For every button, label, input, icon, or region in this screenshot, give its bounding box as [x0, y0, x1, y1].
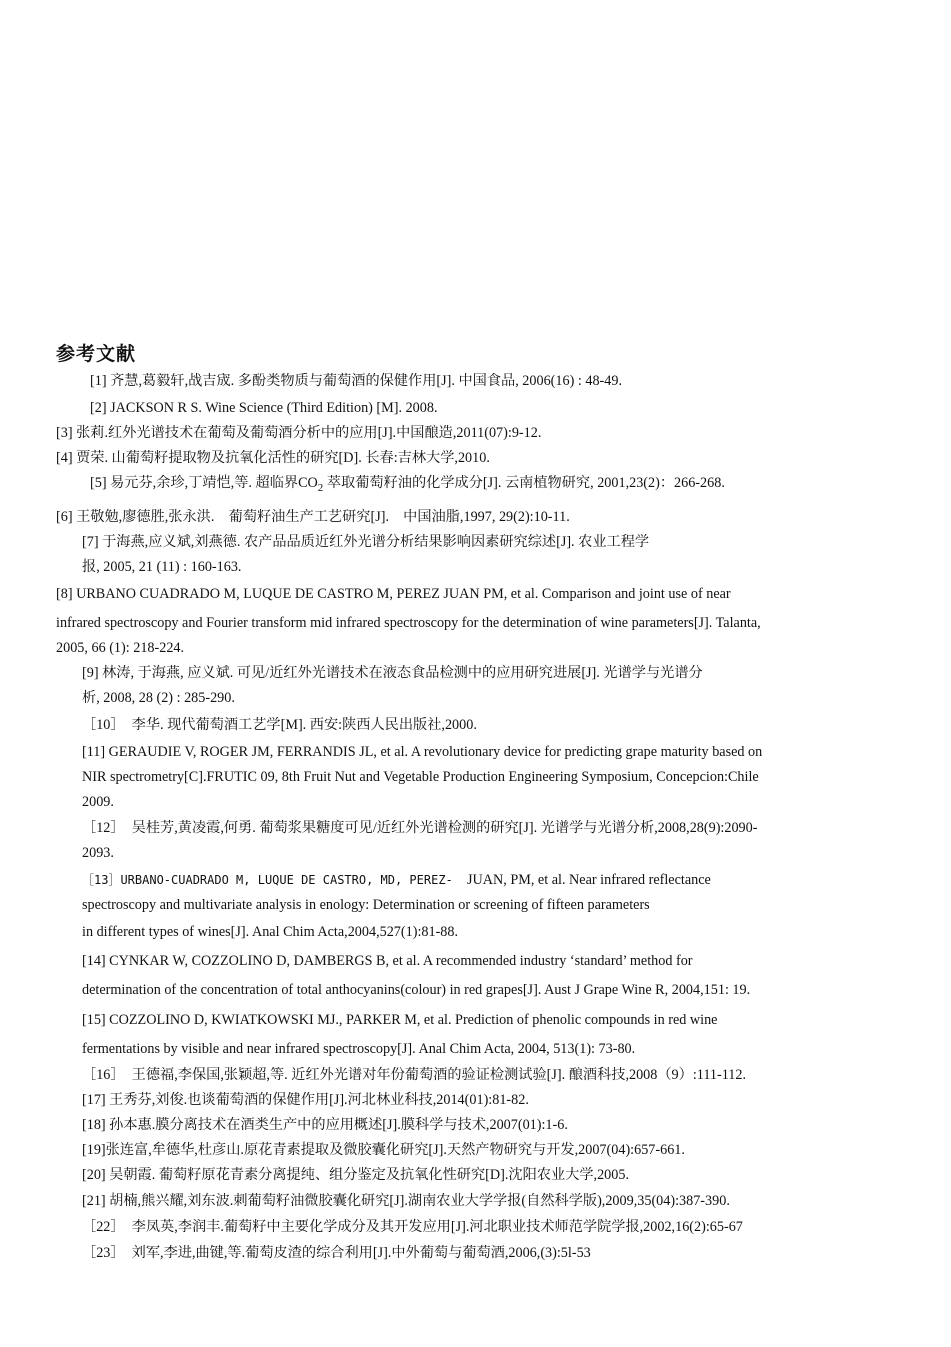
reference-20: [20] 吴朝霞. 葡萄籽原花青素分离提纯、组分鉴定及抗氧化性研究[D].沈阳农业大学,2005.: [82, 1167, 629, 1183]
reference-13-line-3: in different types of wines[J]. Anal Chim Acta,2004,527(1):81-88.: [82, 924, 459, 940]
reference-15-line-2: fermentations by visible and near infrared spectroscopy[J]. Anal Chim Acta, 2004, 513(1): 73-80.: [82, 1041, 636, 1057]
reference-14-line-2: determination of the concentration of total anthocyanins(colour) in red grapes[J]. Aust J Grape Wine R, 2004,151: 19.: [82, 982, 751, 998]
reference-13-rest-part: JUAN, PM, et al. Near infrared reflectance: [452, 872, 711, 888]
reference-1: [1] 齐慧,葛毅轩,战吉宬. 多酚类物质与葡萄酒的保健作用[J]. 中国食品, 2006(16) : 48-49.: [90, 373, 623, 389]
reference-18: [18] 孙本惠.膜分离技术在酒类生产中的应用概述[J].膜科学与技术,2007(01):1-6.: [82, 1117, 568, 1133]
reference-5-subscript: 2: [317, 482, 324, 494]
reference-12-line-1: ［12］ 吴桂芳,黄凌霞,何勇. 葡萄浆果糖度可见/近红外光谱检测的研究[J]. 光谱学与光谱分析,2008,28(9):2090-: [82, 820, 758, 836]
reference-12-line-2: 2093.: [82, 845, 114, 861]
reference-11-line-3: 2009.: [82, 794, 114, 810]
reference-9-line-1: [9] 林涛, 于海燕, 应义斌. 可见/近红外光谱技术在液态食品检测中的应用研究进展[J]. 光谱学与光谱分: [82, 665, 703, 681]
reference-22: ［22］ 李凤英,李润丰.葡萄籽中主要化学成分及其开发应用[J].河北职业技术师范学院学报,2002,16(2):65-67: [82, 1219, 743, 1235]
reference-11-line-1: [11] GERAUDIE V, ROGER JM, FERRANDIS JL, et al. A revolutionary device for predicting grape maturity based on: [82, 744, 763, 760]
reference-16: ［16］ 王德福,李保国,张颖超,等. 近红外光谱对年份葡萄酒的验证检测试验[J]. 酿酒科技,2008（9）:111-112.: [82, 1067, 747, 1083]
reference-23: ［23］ 刘军,李进,曲键,等.葡萄皮渣的综合利用[J].中外葡萄与葡萄酒,2006,(3):5l-53: [82, 1245, 591, 1261]
reference-13-line-2: spectroscopy and multivariate analysis in enology: Determination or screening of fifteen parameters: [82, 897, 650, 913]
reference-17: [17] 王秀芬,刘俊.也谈葡萄酒的保健作用[J].河北林业科技,2014(01):81-82.: [82, 1092, 529, 1108]
reference-19: [19]张连富,牟德华,杜彦山.原花青素提取及微胶囊化研究[J].天然产物研究与开发,2007(04):657-661.: [82, 1142, 685, 1158]
reference-14-line-1: [14] CYNKAR W, COZZOLINO D, DAMBERGS B, et al. A recommended industry ‘standard’ method for: [82, 953, 693, 969]
reference-13-mono-part: ［13］URBANO-CUADRADO M, LUQUE DE CASTRO, MD, PEREZ-: [82, 873, 453, 887]
reference-21: [21] 胡楠,熊兴耀,刘东波.刺葡萄籽油微胶囊化研究[J].湖南农业大学学报(自然科学版),2009,35(04):387-390.: [82, 1193, 730, 1209]
reference-3: [3] 张莉.红外光谱技术在葡萄及葡萄酒分析中的应用[J].中国酿造,2011(07):9-12.: [56, 425, 542, 441]
reference-5-part-b: 萃取葡萄籽油的化学成分[J]. 云南植物研究, 2001,23(2)：266-268.: [323, 475, 725, 491]
reference-2: [2] JACKSON R S. Wine Science (Third Edition) [M]. 2008.: [90, 400, 438, 416]
reference-8-line-2: infrared spectroscopy and Fourier transform mid infrared spectroscopy for the determination of wine parameters[J]. Talanta,: [56, 615, 761, 631]
reference-5-part-a: [5] 易元芬,余珍,丁靖恺,等. 超临界CO: [90, 475, 318, 491]
reference-8-line-3: 2005, 66 (1): 218-224.: [56, 640, 185, 656]
reference-8-line-1: [8] URBANO CUADRADO M, LUQUE DE CASTRO M, PEREZ JUAN PM, et al. Comparison and joint use of near: [56, 586, 731, 602]
reference-7-line-2: 报, 2005, 21 (11) : 160-163.: [82, 559, 242, 575]
reference-4: [4] 贾荣. 山葡萄籽提取物及抗氧化活性的研究[D]. 长春:吉林大学,2010.: [56, 450, 490, 466]
reference-7-line-1: [7] 于海燕,应义斌,刘燕德. 农产品品质近红外光谱分析结果影响因素研究综述[J]. 农业工程学: [82, 534, 650, 550]
reference-13-line-1: [82, 868, 711, 892]
references-heading: 参考文献: [56, 343, 137, 365]
reference-15-line-1: [15] COZZOLINO D, KWIATKOWSKI MJ., PARKER M, et al. Prediction of phenolic compounds in red wine: [82, 1012, 718, 1028]
reference-11-line-2: NIR spectrometry[C].FRUTIC 09, 8th Fruit Nut and Vegetable Production Engineering Symposium, Concepcion:Chile: [82, 769, 759, 785]
reference-5: [90, 471, 725, 495]
reference-6: [6] 王敬勉,廖德胜,张永洪. 葡萄籽油生产工艺研究[J]. 中国油脂,1997, 29(2):10-11.: [56, 509, 570, 525]
reference-10: ［10］ 李华. 现代葡萄酒工艺学[M]. 西安:陕西人民出版社,2000.: [82, 717, 477, 733]
reference-9-line-2: 析, 2008, 28 (2) : 285-290.: [82, 690, 235, 706]
